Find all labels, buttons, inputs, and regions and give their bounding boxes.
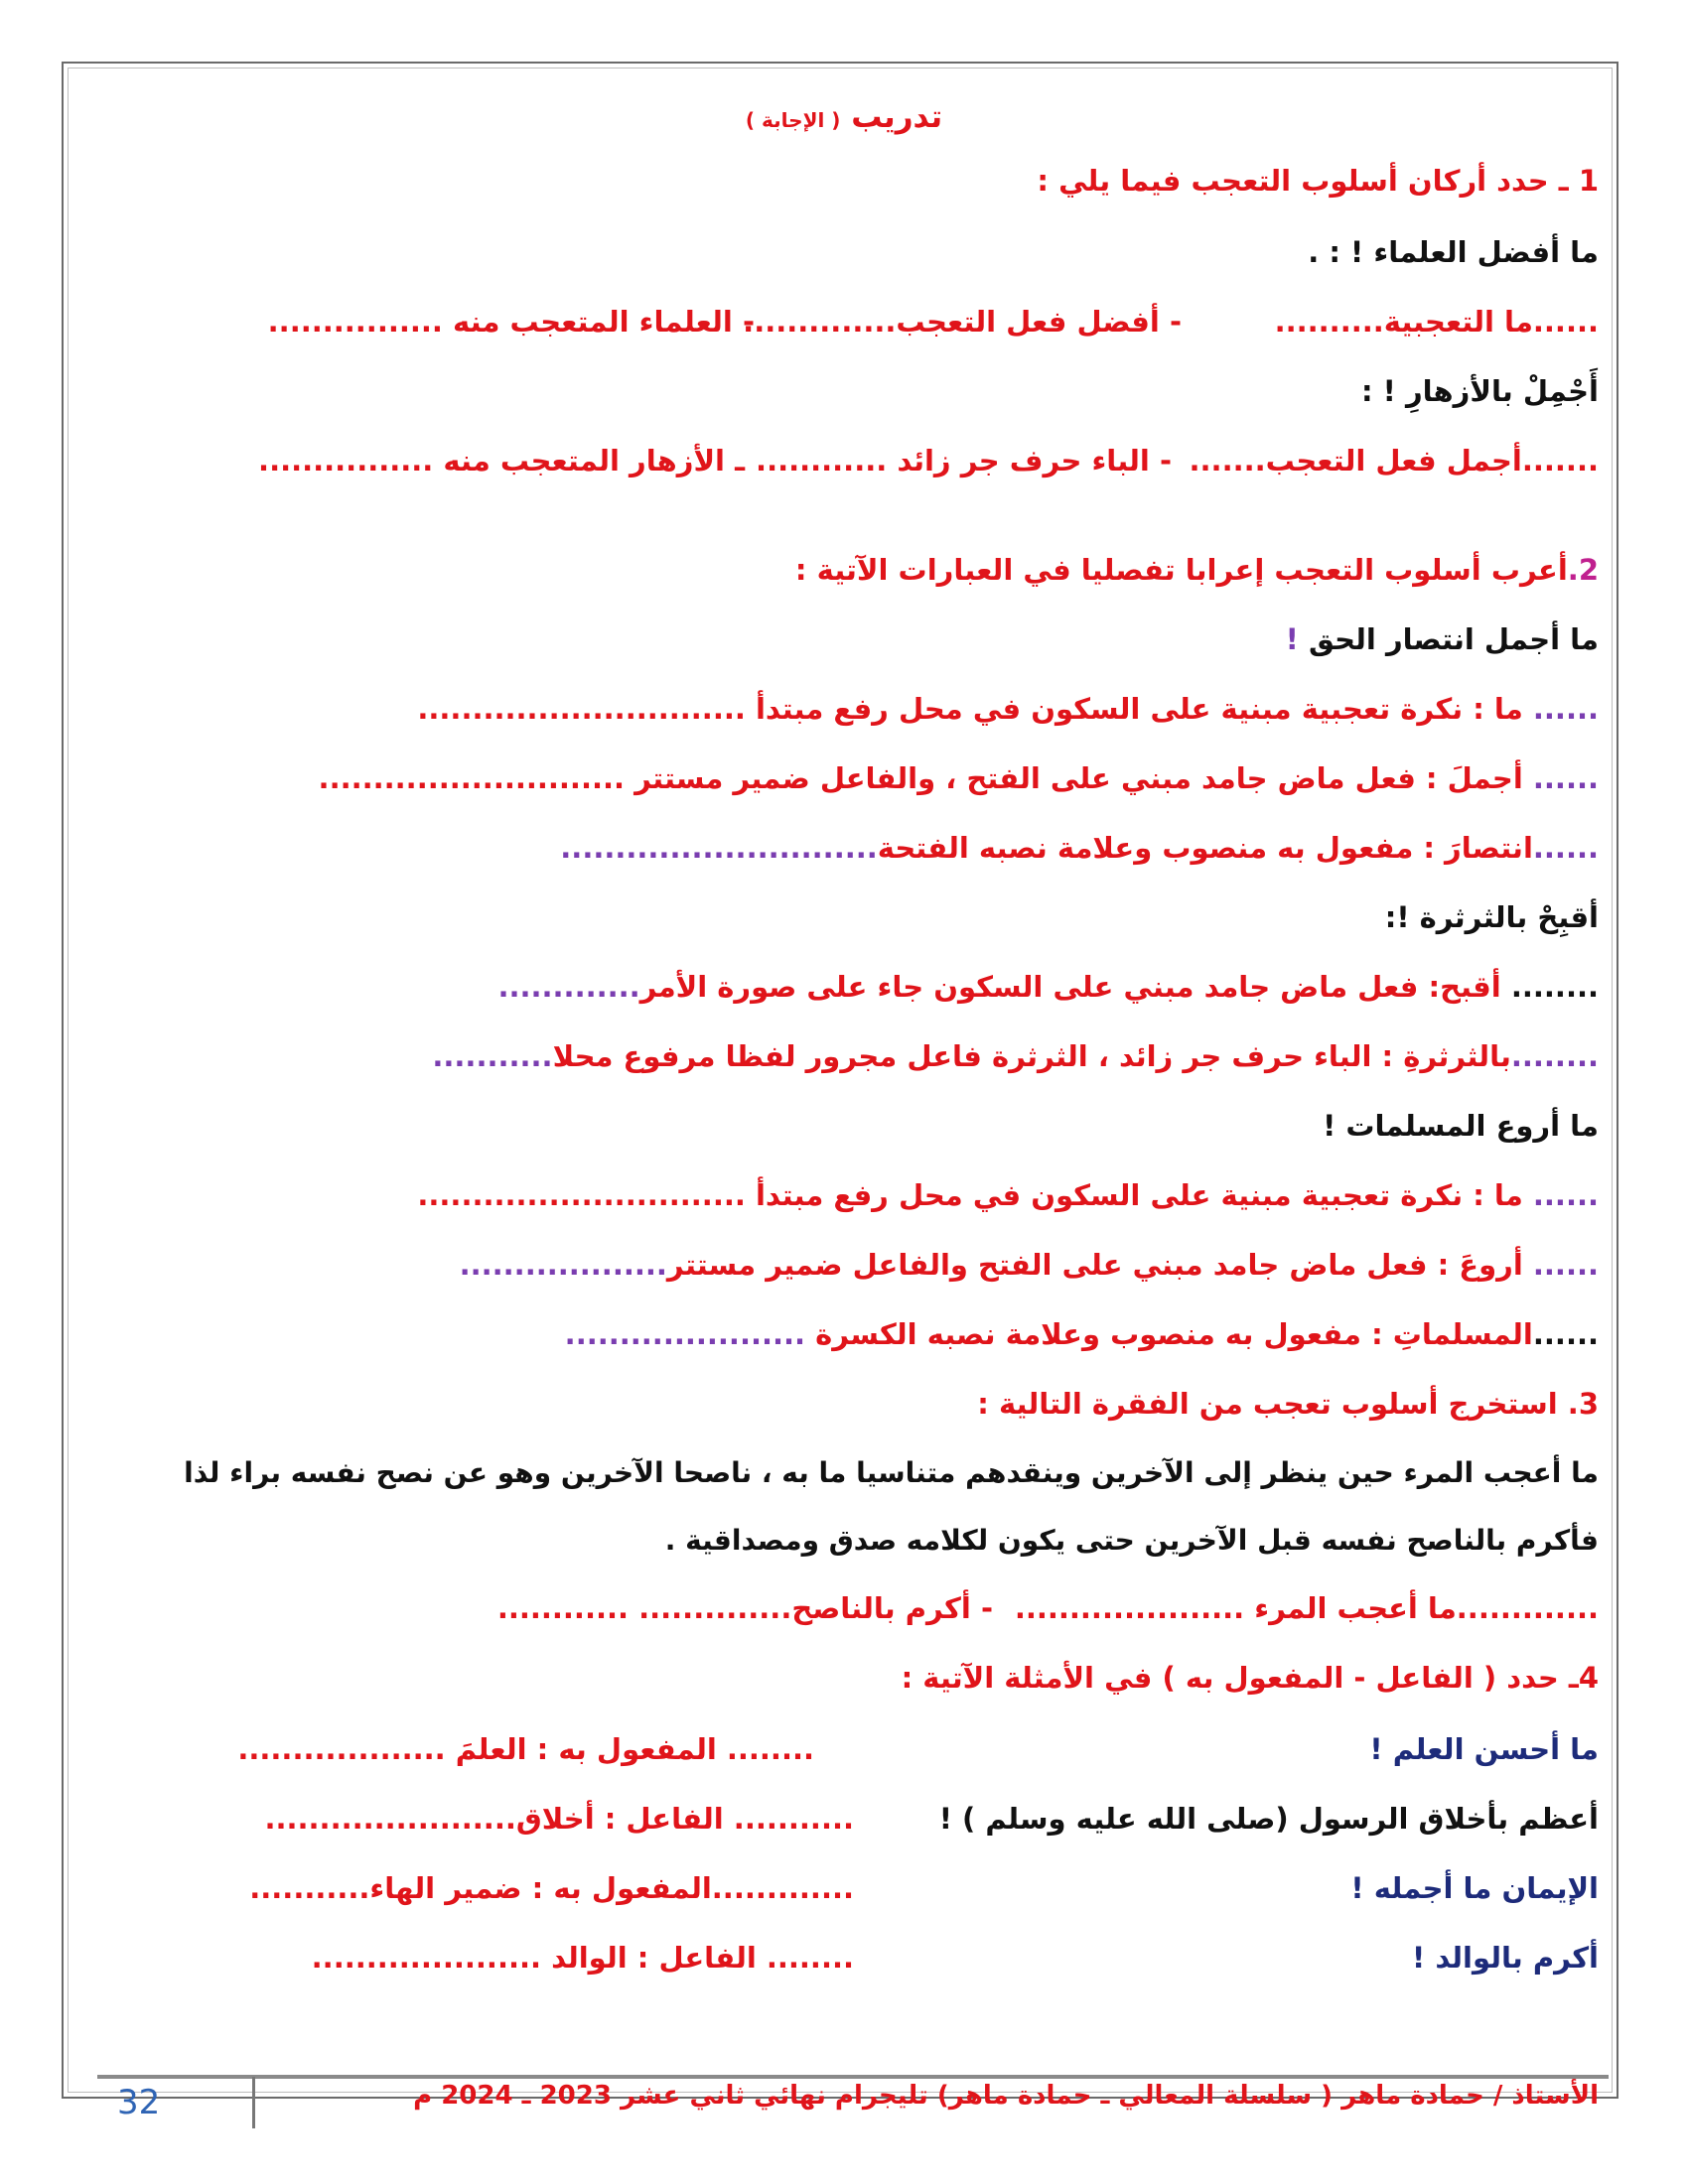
q2-s2-line-b	[432, 1034, 1599, 1078]
footer-separator	[252, 2077, 255, 2128]
q2-sentence-2: أقبِحْ بالثرثرة !:	[1384, 900, 1599, 934]
q1-heading: 1 ـ حدد أركان أسلوب التعجب فيما يلي :	[1037, 164, 1599, 198]
q4-row-1-answer: ........ المفعول به : العلمَ ...................	[237, 1732, 814, 1766]
q3-answer-b: - أكرم بالناصح.............. ............	[496, 1591, 993, 1625]
q3-heading: 3. استخرج أسلوب تعجب من الفقرة التالية :	[977, 1387, 1599, 1421]
q2-s1-c-dots-end: .............................	[560, 831, 878, 865]
q2-s1-line-c	[560, 826, 1599, 870]
q2-s3-a-text: ما : نكرة تعجبية مبنية على السكون في محل رفع مبتدأ ..............................	[417, 1178, 1523, 1212]
q2-sentence-3: ما أروع المسلمات !	[1323, 1109, 1599, 1143]
q2-heading-text: أعرب أسلوب التعجب إعرابا تفصليا في العبارات الآتية :	[794, 553, 1568, 587]
q1-example-2: أَجْمِلْ بالأزهارِ ! :	[1360, 374, 1599, 408]
q2-s1-b-dots: ......	[1532, 761, 1599, 795]
q2-s3-c-dots: ......	[1532, 1317, 1599, 1351]
q2-s3-c-dots-end: ......................	[564, 1317, 806, 1351]
q2-sentence-1-text: ما أجمل انتصار الحق	[1309, 622, 1599, 656]
q4-row-4-sentence: أكرم بالوالد !	[1412, 1941, 1599, 1975]
q1-ex2-answer-c-text: ـ الأزهار المتعجب منه ................	[258, 444, 745, 478]
q3-paragraph-line-1: ما أعجب المرء حين ينظر إلى الآخرين وينقدهم متناسيا ما به ، ناصحا الآخرين وهو عن نصح نفسه براء لذا	[184, 1456, 1599, 1489]
q2-s2-a-text: أقبح: فعل ماض جامد مبني على السكون جاء على صورة الأمر	[639, 970, 1501, 1004]
page-title	[0, 95, 1688, 142]
q2-s3-b-dots-end: ...................	[459, 1248, 667, 1282]
q2-s2-b-text: بالثرثرةِ : الباء حرف جر زائد ، الثرثرة فاعل مجرور لفظا مرفوع محلا	[552, 1039, 1511, 1073]
q1-ex1-answer-c: - العلماء المتعجب منه ................	[267, 305, 755, 339]
q1-ex1-answer-a: ......ما التعجبية..........	[1274, 305, 1599, 339]
footer-divider	[97, 2075, 1609, 2079]
q1-ex1-answer-b: - أفضل فعل التعجب..............	[743, 305, 1182, 339]
q4-heading: 4ـ حدد ( الفاعل - المفعول به ) في الأمثلة الآتية :	[901, 1661, 1599, 1695]
q1-ex2-answer-b: - الباء حرف جر زائد ............	[756, 444, 1172, 478]
footer-credit: الأستاذ / حمادة ماهر ( سلسلة المعالي ـ حمادة ماهر) تليجرام نهائي ثاني عشر 2023 ـ 2024 م	[413, 2081, 1599, 2111]
title-main: تدريب	[851, 99, 943, 135]
q4-row-3-sentence: الإيمان ما أجمله !	[1350, 1871, 1599, 1905]
q4-row-3-answer: .............المفعول به : ضمير الهاء...........	[249, 1871, 854, 1905]
q2-s1-c-dots: ......	[1532, 831, 1599, 865]
q2-number: 2.	[1567, 553, 1599, 587]
q1-ex2-answer-c	[258, 439, 745, 482]
q2-s3-c-text: المسلماتِ : مفعول به منصوب وعلامة نصبه الكسرة	[815, 1317, 1533, 1351]
q2-s2-a-dots-end: .............	[497, 970, 640, 1004]
page-number: 32	[117, 2083, 161, 2122]
q4-row-4-answer: ........ الفاعل : الوالد .....................	[311, 1941, 854, 1975]
q2-sentence-1	[1286, 617, 1599, 661]
q2-s1-line-a	[417, 687, 1599, 731]
q2-s3-line-a	[417, 1173, 1599, 1217]
q2-sentence-1-mark: !	[1285, 622, 1299, 656]
q4-row-2-answer: ........... الفاعل : أخلاق.......................	[264, 1802, 854, 1836]
q2-s3-b-dots: ......	[1532, 1248, 1599, 1282]
q2-s2-b-dots: ........	[1510, 1039, 1599, 1073]
q1-example-1: ما أفضل العلماء ! : .	[1308, 235, 1599, 269]
q1-ex2-answer-a: .......أجمل فعل التعجب.......	[1189, 444, 1599, 478]
q3-paragraph-line-2: فأكرم بالناصح نفسه قبل الآخرين حتى يكون لكلامه صدق ومصداقية .	[664, 1524, 1599, 1557]
q2-heading	[795, 548, 1599, 592]
q2-s1-b-text: أجملَ : فعل ماض جامد مبني على الفتح ، والفاعل ضمير مستتر ............................	[318, 761, 1523, 795]
q2-s2-line-a	[497, 965, 1599, 1009]
q2-s3-a-dots: ......	[1532, 1178, 1599, 1212]
q2-s2-b-dots-end: ...........	[432, 1039, 553, 1073]
q2-s1-line-b	[319, 756, 1599, 800]
title-paren: ( الإجابة )	[745, 108, 841, 132]
q2-s2-a-dots: ........	[1510, 970, 1599, 1004]
q4-row-2-sentence: أعظم بأخلاق الرسول (صلى الله عليه وسلم ) !	[938, 1802, 1599, 1836]
q2-s3-b-text: أروعَ : فعل ماض جامد مبني على الفتح والفاعل ضمير مستتر	[666, 1248, 1523, 1282]
q3-answer-a: .............ما أعجب المرء .....................	[1014, 1591, 1599, 1625]
q2-s1-a-dots: ......	[1532, 692, 1599, 726]
q2-s3-line-c	[565, 1312, 1599, 1356]
q2-s3-line-b	[460, 1243, 1599, 1287]
q2-s1-a-text: ما : نكرة تعجبية مبنية على السكون في محل رفع مبتدأ ..............................	[417, 692, 1523, 726]
q2-s1-c-text: انتصارَ : مفعول به منصوب وعلامة نصبه الفتحة	[877, 831, 1533, 865]
q4-row-1-sentence: ما أحسن العلم !	[1369, 1732, 1599, 1766]
